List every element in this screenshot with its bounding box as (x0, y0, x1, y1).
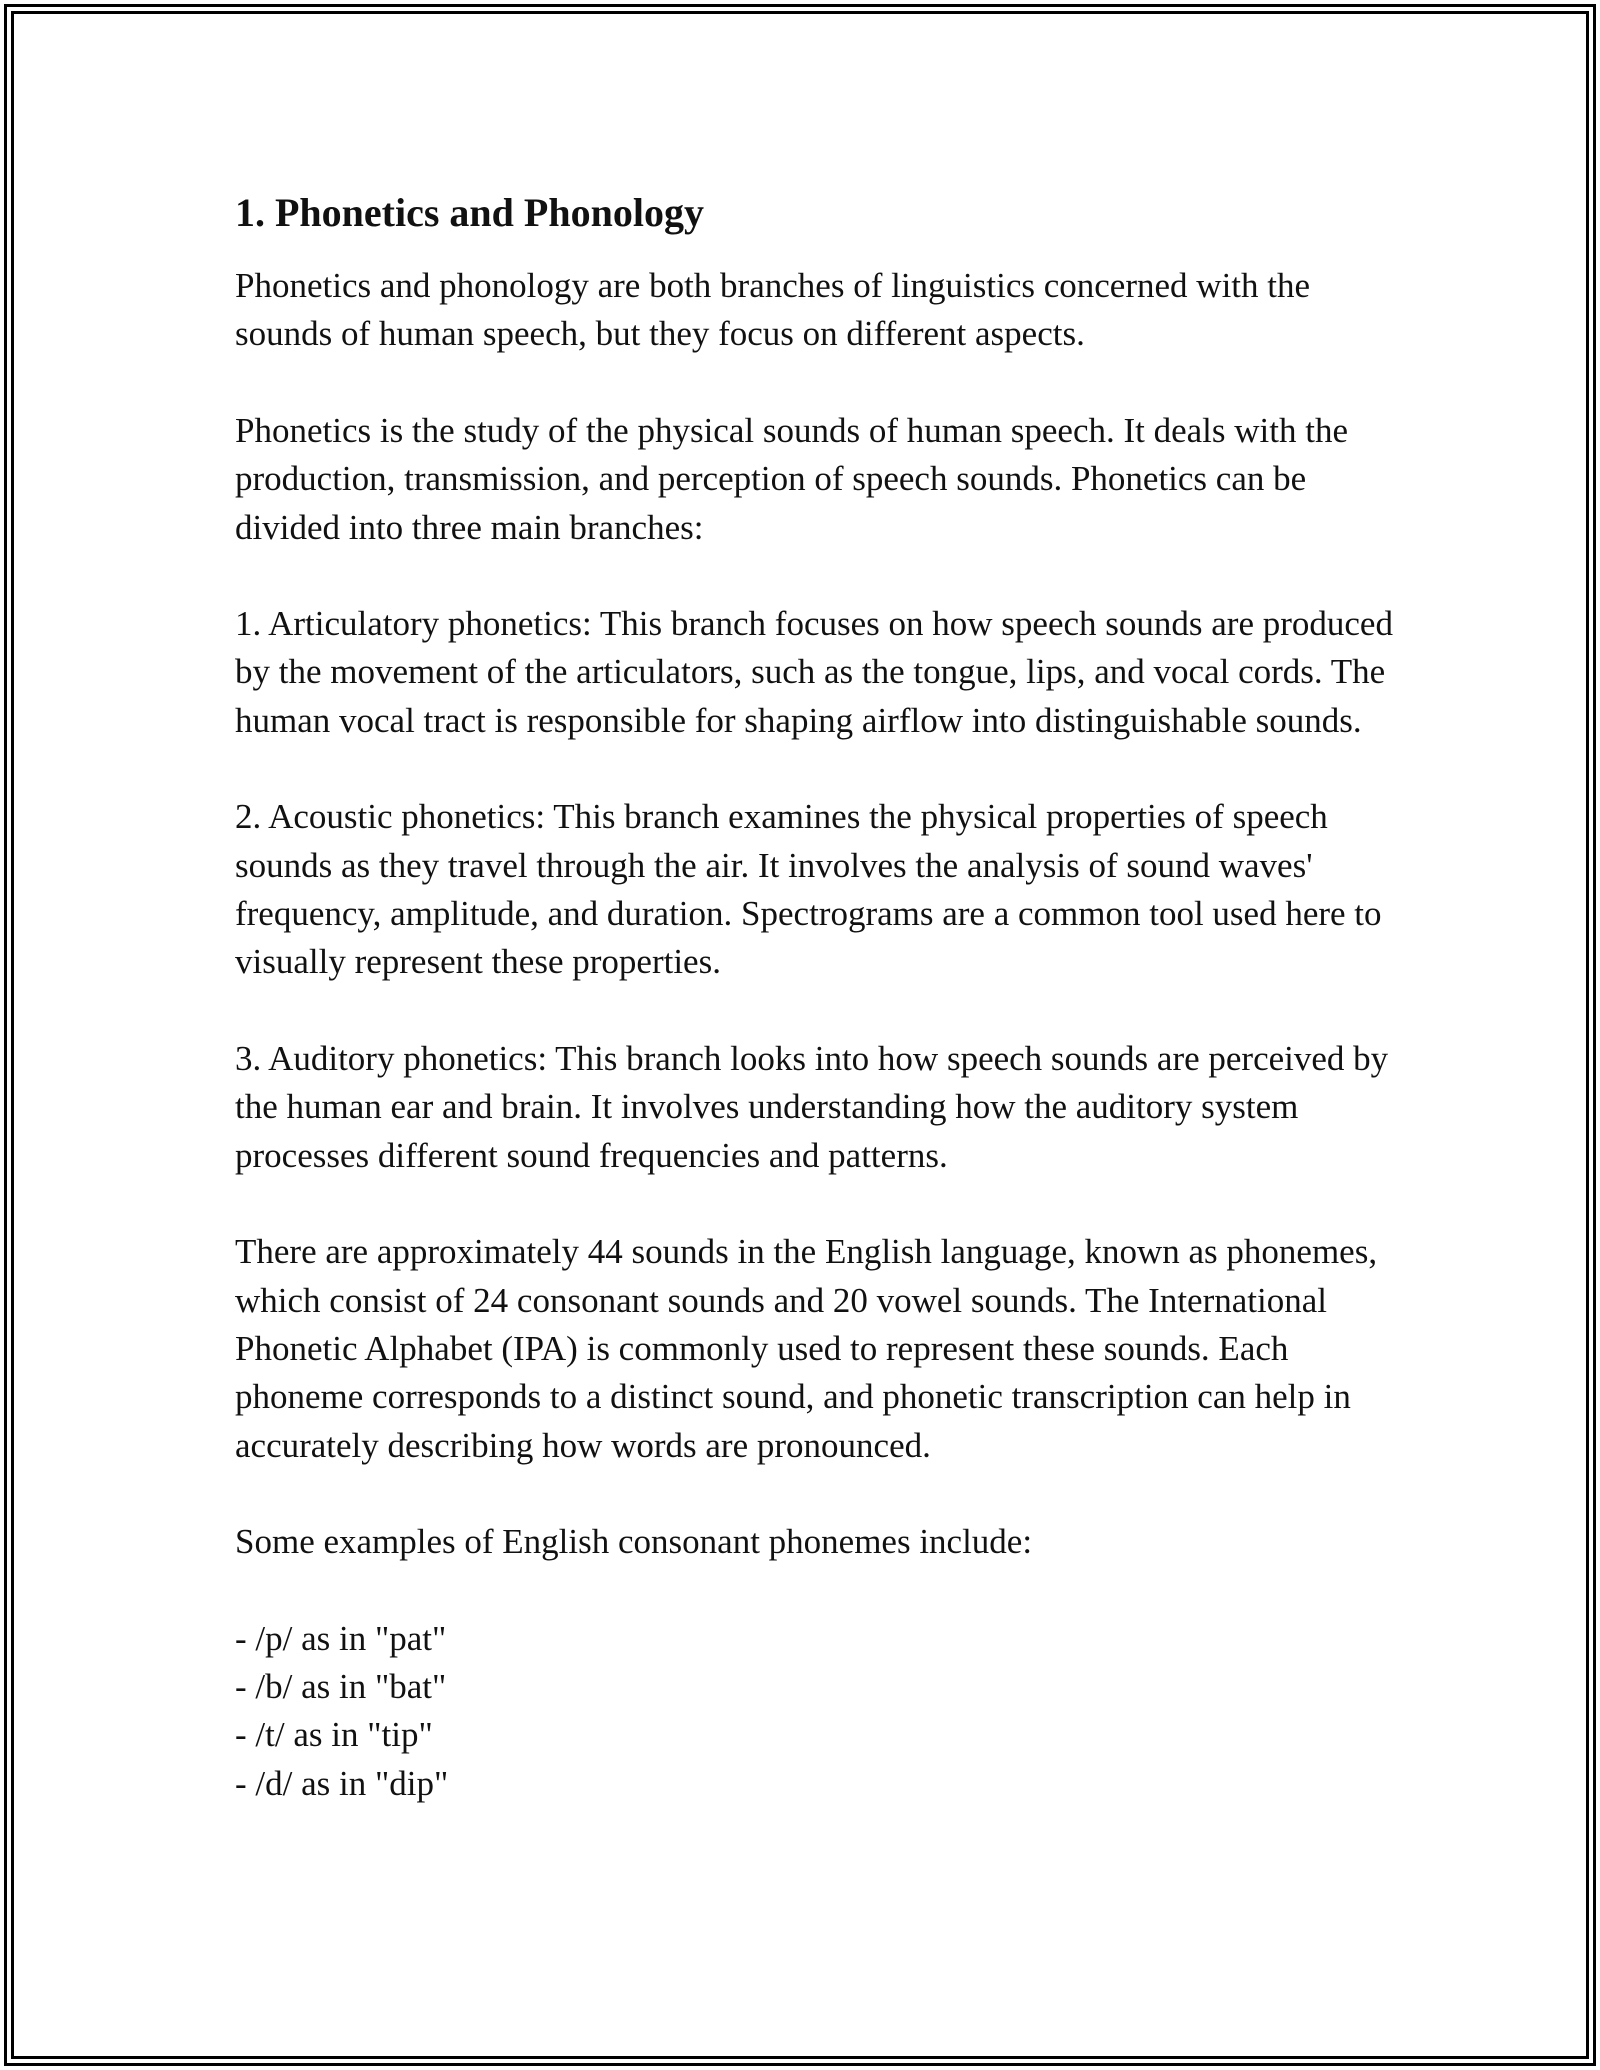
section-heading: 1. Phonetics and Phonology (235, 190, 704, 235)
paragraph-phonemes: There are approximately 44 sounds in the English language, known as phonemes, which consist of 24 consonant sounds and 20 vowel sounds. The International Phonetic Alphabet (IPA) is commonly used to represent these sounds. Each phoneme corresponds to a distinct sound, and phonetic transcription can help in accurately describing how words are pronounced. (235, 1232, 1378, 1465)
paragraph-phonetics-definition: Phonetics is the study of the physical sounds of human speech. It deals with the production, transmission, and perception of speech sounds. Phonetics can be divided into three main branches: (235, 410, 1349, 547)
paragraph-acoustic-phonetics: 2. Acoustic phonetics: This branch examines the physical properties of speech sounds as they travel through the air. It involves the analysis of sound waves' frequency, amplitude, and duration. Spectrograms are a common tool used here to visually represent these properties. (235, 797, 1382, 982)
paragraph-intro: Phonetics and phonology are both branches of linguistics concerned with the sounds of human speech, but they focus on different aspects. (235, 266, 1311, 354)
list-item: - /p/ as in "pat" (235, 1618, 447, 1658)
paragraph-auditory-phonetics: 3. Auditory phonetics: This branch looks into how speech sounds are perceived by the human ear and brain. It involves understanding how the auditory system processes different sound frequencies and patterns. (235, 1038, 1389, 1175)
paragraph-examples-intro: Some examples of English consonant phonemes include: (235, 1522, 1033, 1562)
list-item: - /t/ as in "tip" (235, 1715, 433, 1755)
list-item: - /d/ as in "dip" (235, 1763, 449, 1803)
list-item: - /b/ as in "bat" (235, 1666, 447, 1706)
document-body (235, 186, 1415, 1808)
consonant-examples-list (235, 1615, 1415, 1809)
paragraph-articulatory-phonetics: 1. Articulatory phonetics: This branch focuses on how speech sounds are produced by the movement of the articulators, such as the tongue, lips, and vocal cords. The human vocal tract is responsible for shaping airflow into distinguishable sounds. (235, 604, 1393, 740)
